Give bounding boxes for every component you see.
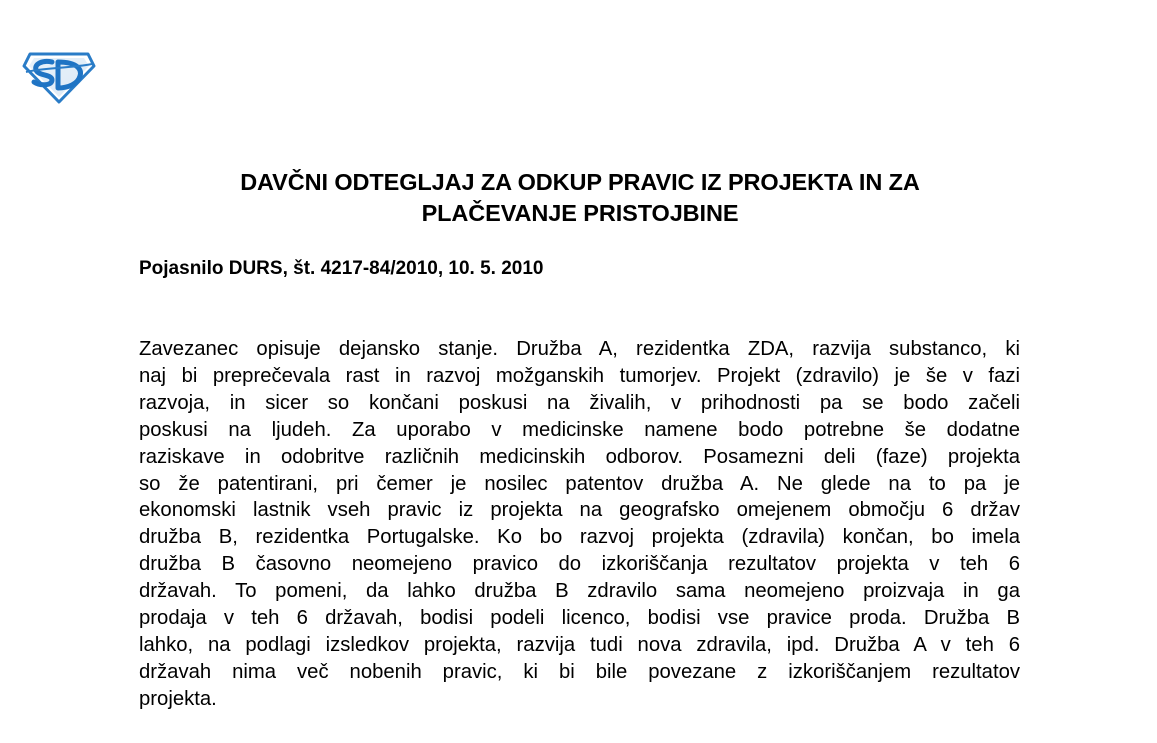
document-subtitle: Pojasnilo DURS, št. 4217-84/2010, 10. 5. 2010 xyxy=(139,258,544,279)
paragraph-line: razvoja, in sicer so končani poskusi na živalih, v prihodnosti pa se bodo začeli xyxy=(139,391,1020,414)
paragraph-line: državah. To pomeni, da lahko družba B zdravilo sama neomejeno proizvaja in ga xyxy=(139,580,1020,603)
paragraph-line: državah nima več nobenih pravic, ki bi bile povezane z izkoriščanjem rezultatov xyxy=(139,660,1020,683)
paragraph-line: ekonomski lastnik vseh pravic iz projekta na geografsko omejenem območju 6 držav xyxy=(139,499,1020,522)
paragraph-line: Zavezanec opisuje dejansko stanje. Družba A, rezidentka ZDA, razvija substanco, ki xyxy=(139,338,1020,360)
title-line-1: DAVČNI ODTEGLJAJ ZA ODKUP PRAVIC IZ PROJEKTA IN ZA xyxy=(240,169,920,195)
paragraph-line: družba B časovno neomejeno pravico do izkoriščanja rezultatov projekta v teh 6 xyxy=(139,553,1020,576)
paragraph-line: prodaja v teh 6 državah, bodisi podeli licenco, bodisi vse pravice proda. Družba B xyxy=(139,607,1020,630)
document-title xyxy=(140,167,1020,229)
title-line-2: PLAČEVANJE PRISTOJBINE xyxy=(421,200,739,226)
paragraph-line: so že patentirani, pri čemer je nosilec patentov družba A. Ne glede na to pa je xyxy=(139,472,1020,495)
paragraph-line: družba B, rezidentka Portugalske. Ko bo razvoj projekta (zdravila) končan, bo imela xyxy=(139,526,1020,549)
paragraph-line: projekta. xyxy=(139,687,217,710)
paragraph-1 xyxy=(139,336,1020,713)
paragraph-line: lahko, na podlagi izsledkov projekta, razvija tudi nova zdravila, ipd. Družba A v teh 6 xyxy=(139,633,1020,656)
paragraph-line: poskusi na ljudeh. Za uporabo v medicinske namene bodo potrebne še dodatne xyxy=(139,418,1020,441)
paragraph-line: naj bi preprečevala rast in razvoj možganskih tumorjev. Projekt (zdravilo) je še v fazi xyxy=(139,364,1020,387)
paragraph-line: raziskave in odobritve različnih medicinskih odborov. Posamezni deli (faze) projekta xyxy=(139,445,1020,468)
logo-icon xyxy=(22,50,96,104)
